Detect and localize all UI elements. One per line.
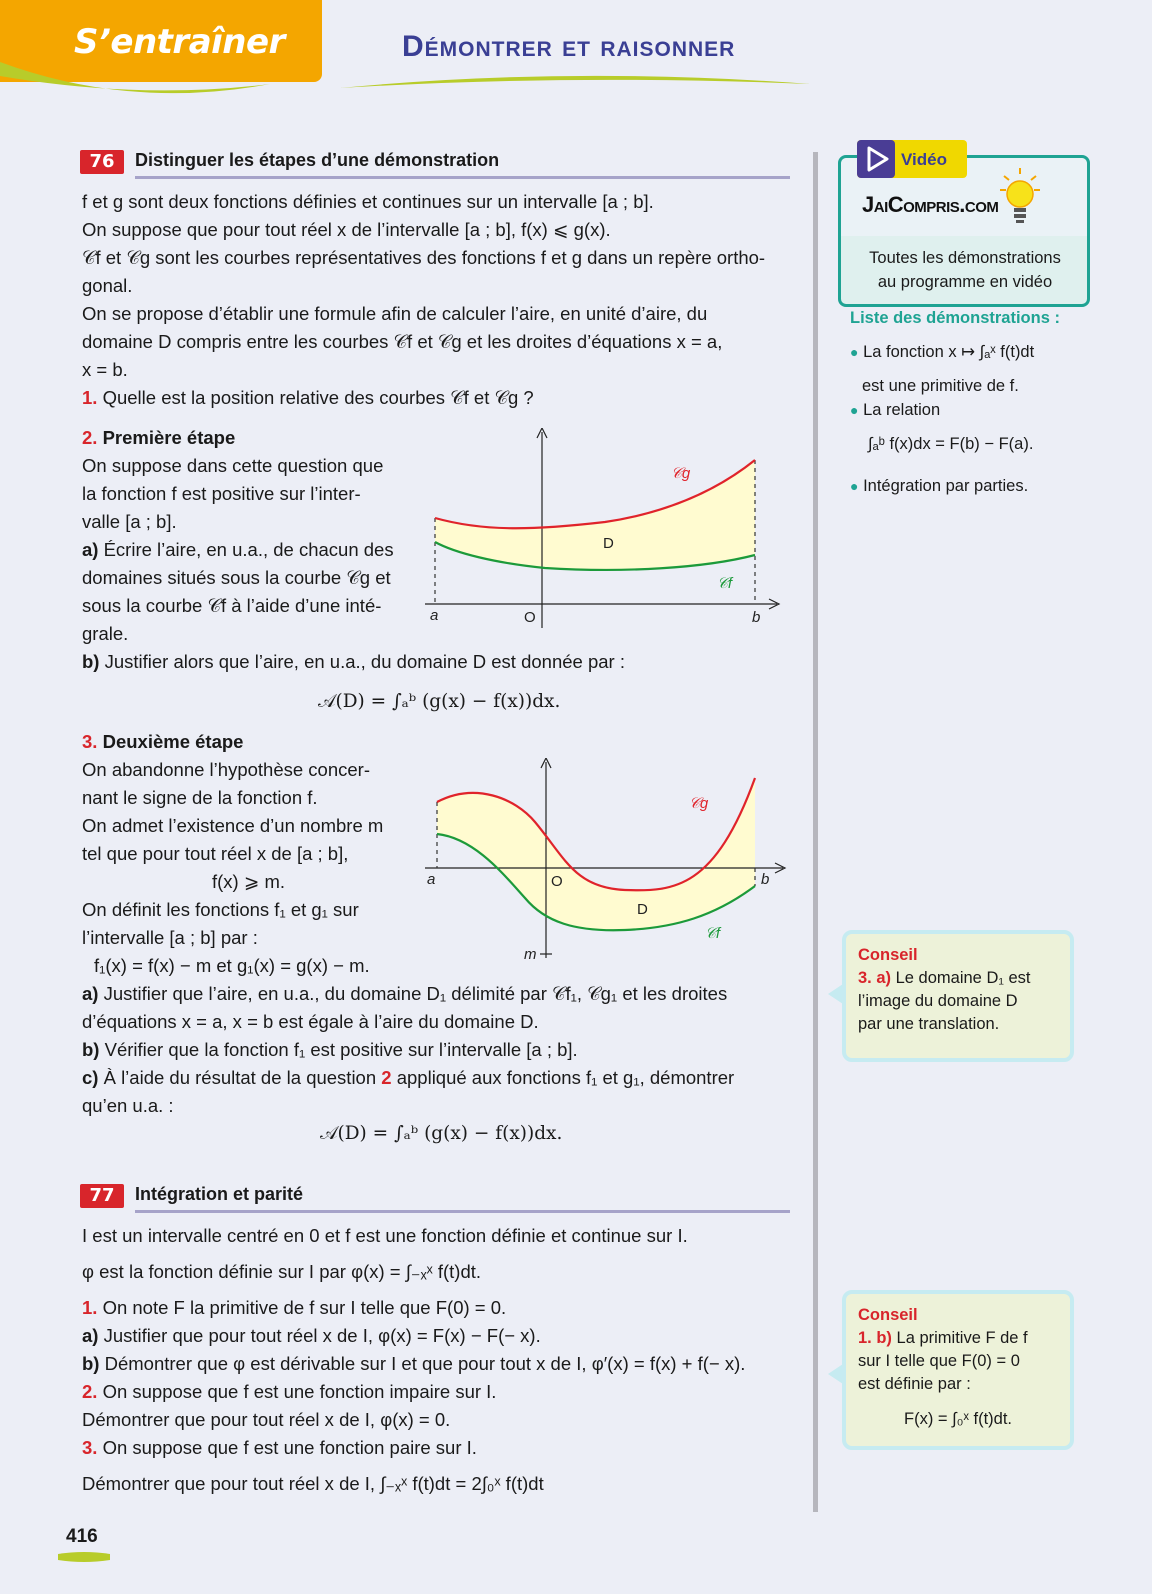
ex77-line2: φ est la fonction définie sur I par φ(x) = ∫₋ₓˣ f(t)dt. — [82, 1261, 482, 1282]
video-description — [846, 246, 1084, 294]
q1-number: 1. — [82, 387, 98, 408]
conseil1-line: Le domaine D₁ est — [895, 969, 1031, 987]
jaicompris-logo: JaiCompris.com — [862, 192, 999, 217]
conseil2-ref: 1. b) — [858, 1329, 892, 1347]
conseil1-line: par une translation. — [858, 1015, 1000, 1033]
q3a-label: a) — [82, 983, 99, 1004]
graph2-label-m: m — [524, 946, 537, 963]
ex77-body — [82, 1222, 745, 1498]
demo-item2-line2: ∫ₐᵇ f(x)dx = F(b) − F(a). — [868, 435, 1034, 453]
graph2-label-cg: 𝒞g — [689, 795, 709, 812]
q3b-text: Vérifier que la fonction f₁ est positive sur l’intervalle [a ; b]. — [104, 1039, 578, 1060]
conseil2-line: sur I telle que F(0) = 0 — [858, 1352, 1020, 1370]
q2a-line: sous la courbe 𝒞f à l’aide d’une inté- — [82, 595, 382, 616]
conseil1-ref: 3. a) — [858, 969, 892, 987]
conseil1-heading: Conseil — [858, 946, 918, 964]
bullet-icon: ● — [850, 344, 859, 360]
ex76-q1 — [82, 384, 765, 412]
bullet-icon: ● — [850, 478, 859, 494]
video-desc-line: au programme en vidéo — [877, 273, 1053, 291]
demo-item1-line2: est une primitive de f. — [862, 377, 1019, 395]
page-number-swoosh — [58, 1552, 110, 1562]
ex77-line1: I est un intervalle centré en 0 et f est une fonction définie et continue sur I. — [82, 1225, 688, 1246]
q2-line: valle [a ; b]. — [82, 511, 177, 532]
graph1-label-o: O — [524, 609, 536, 626]
q3b-label: b) — [82, 1039, 100, 1060]
q3c-pre: À l’aide du résultat de la question — [103, 1067, 377, 1088]
q2b-label: b) — [82, 651, 100, 672]
ex77-q2-number: 2. — [82, 1381, 98, 1402]
graph2-label-a: a — [427, 871, 436, 888]
ex76-intro-line: domaine D compris entre les courbes 𝒞f et 𝒞g et les droites d’équations x = a, — [82, 331, 723, 352]
bullet-icon: ● — [850, 402, 859, 418]
q3c-line2: qu’en u.a. : — [82, 1095, 174, 1116]
sidebar-separator — [813, 152, 818, 1512]
exercise-77-title: Intégration et parité — [135, 1184, 304, 1204]
section-title-swoosh — [340, 70, 810, 92]
q2-title: Première étape — [102, 427, 236, 448]
page-number: 416 — [66, 1526, 98, 1547]
ex77-q3-line2: Démontrer que pour tout réel x de I, ∫₋ₓˣ f(t)dt = 2∫₀ˣ f(t)dt — [82, 1473, 544, 1494]
ex77-q3: On suppose que f est une fonction paire sur I. — [102, 1437, 477, 1458]
video-desc-line: Toutes les démonstrations — [869, 249, 1061, 267]
graph-1 — [425, 428, 790, 638]
q2a-label: a) — [82, 539, 99, 560]
graph2-label-cf: 𝒞f — [705, 925, 721, 942]
graph1-label-b: b — [752, 609, 761, 626]
q3-line: f(x) ⩾ m. — [212, 871, 286, 892]
q2b-text: Justifier alors que l’aire, en u.a., du domaine D est donnée par : — [104, 651, 625, 672]
formula-area-2: 𝒜(D) = ∫ₐᵇ (g(x) − f(x))dx. — [320, 1123, 563, 1144]
q3-line: l’intervalle [a ; b] par : — [82, 927, 258, 948]
exercise-76-title: Distinguer les étapes d’une démonstration — [135, 150, 500, 170]
ex76-intro-line: gonal. — [82, 275, 133, 296]
q3a-line: d’équations x = a, x = b est égale à l’aire du domaine D. — [82, 1011, 539, 1032]
lightbulb-icon — [1000, 168, 1040, 228]
graph1-domain-fill — [435, 460, 755, 570]
ex77-q1-number: 1. — [82, 1297, 98, 1318]
ex77-q1a-label: a) — [82, 1325, 99, 1346]
header-tab-title: S’entraîner — [74, 22, 285, 62]
formula-area-1: 𝒜(D) = ∫ₐᵇ (g(x) − f(x))dx. — [318, 691, 561, 712]
conseil-box-1 — [842, 930, 1074, 1062]
q3-line: On admet l’existence d’un nombre m — [82, 815, 384, 836]
graph2-label-b: b — [761, 871, 770, 888]
exercise-76-rule — [135, 176, 790, 179]
section-title: Démontrer et raisonner — [402, 30, 736, 63]
q2-number: 2. — [82, 427, 98, 448]
q2-line: la fonction f est positive sur l’inter- — [82, 483, 361, 504]
ex77-q2-line2: Démontrer que pour tout réel x de I, φ(x) = 0. — [82, 1409, 451, 1430]
conseil-box-2 — [842, 1290, 1074, 1450]
q2a-line: domaines situés sous la courbe 𝒞g et — [82, 567, 391, 588]
q3-line: On définit les fonctions f₁ et g₁ sur — [82, 899, 359, 920]
q3c-post: appliqué aux fonctions f₁ et g₁, démontrer — [396, 1067, 735, 1088]
q3-line: nant le signe de la fonction f. — [82, 787, 318, 808]
ex76-intro-line: x = b. — [82, 359, 128, 380]
exercise-76-number: 76 — [80, 150, 124, 174]
conseil1-line: l’image du domaine D — [858, 992, 1018, 1010]
play-icon[interactable] — [857, 140, 895, 178]
q2a-line: Écrire l’aire, en u.a., de chacun des — [103, 539, 394, 560]
ex77-q3-number: 3. — [82, 1437, 98, 1458]
conseil2-heading: Conseil — [858, 1306, 918, 1324]
exercise-77-rule — [135, 1210, 790, 1213]
graph1-label-cg: 𝒞g — [671, 465, 691, 482]
q3-number: 3. — [82, 731, 98, 752]
demos-heading: Liste des démonstrations : — [850, 309, 1060, 327]
ex76-intro-line: On suppose que pour tout réel x de l’intervalle [a ; b], f(x) ⩽ g(x). — [82, 219, 611, 240]
ex76-intro — [82, 188, 765, 412]
q3-title: Deuxième étape — [102, 731, 244, 752]
ex77-q1b: Démontrer que φ est dérivable sur I et que pour tout x de I, φ′(x) = f(x) + f(− x). — [104, 1353, 746, 1374]
q1-text: Quelle est la position relative des courbes 𝒞f et 𝒞g ? — [102, 387, 534, 408]
ex76-intro-line: 𝒞f et 𝒞g sont les courbes représentatives des fonctions f et g dans un repère ortho- — [82, 247, 766, 268]
q3-line: tel que pour tout réel x de [a ; b], — [82, 843, 349, 864]
graph1-label-cf: 𝒞f — [717, 575, 733, 592]
conseil2-formula: F(x) = ∫₀ˣ f(t)dt. — [904, 1410, 1012, 1428]
exercise-77-number: 77 — [80, 1184, 124, 1208]
q2-line: On suppose dans cette question que — [82, 455, 384, 476]
ex77-q1b-label: b) — [82, 1353, 100, 1374]
q2a-line: grale. — [82, 623, 129, 644]
ex76-intro-line: f et g sont deux fonctions définies et continues sur un intervalle [a ; b]. — [82, 191, 654, 212]
ex77-q1: On note F la primitive de f sur I telle que F(0) = 0. — [102, 1297, 507, 1318]
demo-item1-line1[interactable]: La fonction x ↦ ∫ₐˣ f(t)dt — [863, 343, 1035, 361]
video-tag-label: Vidéo — [901, 150, 947, 169]
graph2-label-d: D — [637, 901, 648, 918]
q3a-line: Justifier que l’aire, en u.a., du domaine D₁ délimité par 𝒞f₁, 𝒞g₁ et les droites — [103, 983, 728, 1004]
demo-item2-line1[interactable]: La relation — [863, 401, 941, 419]
q3-line: On abandonne l’hypothèse concer- — [82, 759, 370, 780]
graph1-label-a: a — [430, 607, 439, 624]
q3-line: f₁(x) = f(x) − m et g₁(x) = g(x) − m. — [94, 955, 370, 976]
header-tab-swoosh — [0, 62, 270, 102]
q3c-ref: 2 — [381, 1067, 392, 1088]
demo-item3[interactable]: Intégration par parties. — [863, 477, 1029, 495]
graph1-label-d: D — [603, 535, 614, 552]
ex77-q2: On suppose que f est une fonction impaire sur I. — [102, 1381, 497, 1402]
ex76-intro-line: On se propose d’établir une formule afin de calculer l’aire, en unité d’aire, du — [82, 303, 708, 324]
demos-list — [850, 306, 1060, 498]
graph-2 — [425, 758, 790, 968]
ex77-q1a: Justifier que pour tout réel x de I, φ(x) = F(x) − F(− x). — [103, 1325, 541, 1346]
q3c-label: c) — [82, 1067, 99, 1088]
graph2-label-o: O — [551, 873, 563, 890]
conseil2-line: La primitive F de f — [896, 1329, 1028, 1347]
conseil2-line: est définie par : — [858, 1375, 971, 1393]
